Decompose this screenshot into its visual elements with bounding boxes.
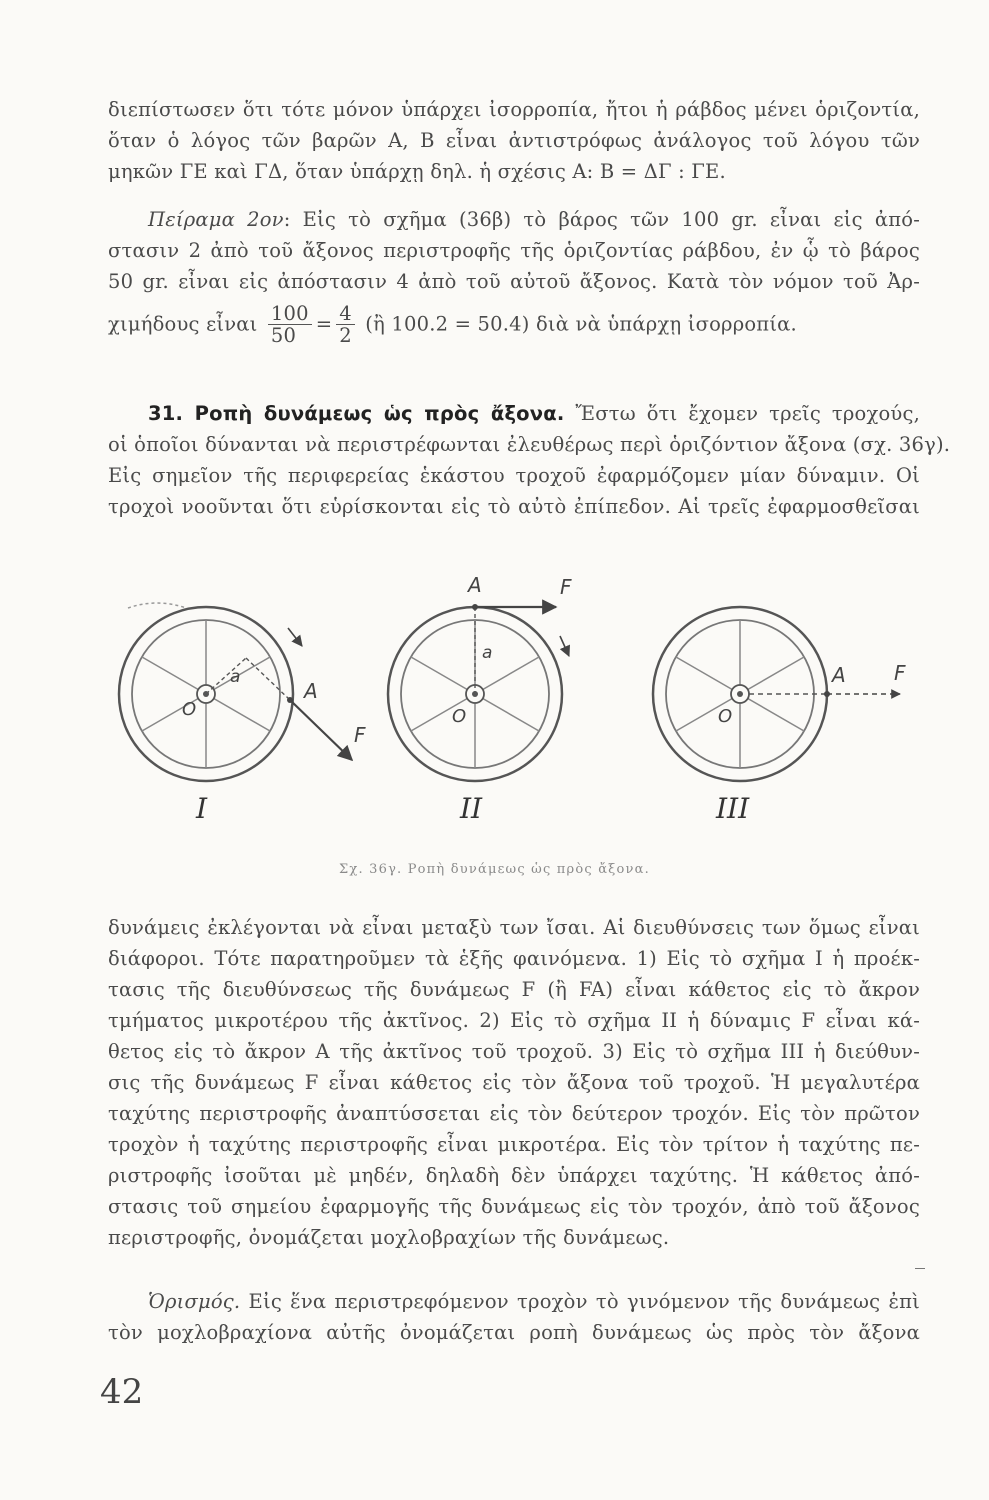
roman-numeral: III (716, 792, 750, 825)
label-F: F (560, 575, 572, 599)
label-O: O (452, 706, 467, 727)
text-fragment: Ἔστω ὅτι ἔχομεν τρεῖς τροχούς, (575, 402, 921, 425)
text-line: διάφοροι. Τότε παρατηροῦμεν τὰ ἑξῆς φαινόμενα. 1) Εἰς τὸ σχῆμα Ι ἡ προέκ- (108, 947, 920, 970)
text-line: τμήματος μικροτέρου τῆς ἀκτῖνος. 2) Εἰς τὸ σχῆμα ΙΙ ἡ δύναμις F εἶναι κά- (108, 1009, 920, 1032)
text-fragment: : Εἰς τὸ σχῆμα (36β) τὸ βάρος τῶν 100 gr. εἶναι εἰς ἀπό- (283, 208, 920, 231)
text-line: τασις τῆς διευθύνσεως τῆς δυνάμεως F (ἢ FA) εἶναι κάθετος εἰς τὸ ἄκρον (108, 978, 920, 1001)
text-line: ταχύτης περιστροφῆς ἀναπτύσσεται εἰς τὸν δεύτερον τροχόν. Εἰς τὸν πρῶτον (108, 1102, 920, 1125)
label-O: O (718, 706, 733, 727)
text-line: 50 gr. εἶναι εἰς ἀπόστασιν 4 ἀπὸ τοῦ αὐτοῦ ἄξονος. Κατὰ τὸν νόμον τοῦ Ἀρ- (108, 270, 920, 293)
label-A: A (832, 663, 846, 687)
text-line: τὸν μοχλοβραχίονα αὐτῆς ὀνομάζεται ροπὴ δυνάμεως ὡς πρὸς τὸν ἄξονα (108, 1321, 920, 1344)
definition-label: Ὁρισμός. (148, 1290, 241, 1313)
wheel-2 (388, 573, 572, 825)
section-heading: 31. Ροπὴ δυνάμεως ὡς πρὸς ἄξονα. (148, 402, 565, 425)
roman-numeral: II (460, 792, 483, 825)
text-line (108, 398, 920, 429)
label-F: F (894, 661, 906, 685)
roman-numeral: I (196, 792, 208, 825)
wheel-3 (653, 607, 906, 825)
text-fragment: (ἢ 100.2 = 50.4) διὰ νὰ ὑπάρχῃ ἰσορροπία. (365, 312, 797, 336)
definition-paragraph (108, 1286, 920, 1348)
label-a: a (482, 643, 493, 663)
experiment-label: Πείραμα 2ον (148, 208, 284, 231)
paragraph-observations (108, 912, 920, 1253)
text-line: Εἰς σημεῖον τῆς περιφερείας ἑκάστου τροχοῦ ἐφαρμόζομεν μίαν δύναμιν. Οἱ (108, 464, 920, 487)
label-O: O (182, 699, 197, 720)
figure-36g (108, 570, 920, 850)
paragraph-intro (108, 94, 920, 187)
text-line: τροχὸν ἡ ταχύτης περιστροφῆς εἶναι μικροτέρα. Εἰς τὸν τρίτον ἡ ταχύτης πε- (108, 1133, 920, 1156)
text-line: ριστροφῆς ἰσοῦται μὲ μηδέν, δηλαδὴ δὲν ὑπάρχει ταχύτης. Ἡ κάθετος ἀπό- (108, 1164, 920, 1187)
label-F: F (354, 723, 366, 747)
section-31 (108, 398, 951, 522)
text-line (108, 204, 920, 235)
text-line (108, 1286, 920, 1317)
fraction-denominator: 50 (270, 324, 297, 348)
label-A: A (468, 573, 482, 597)
fraction-denominator: 2 (339, 324, 352, 348)
fraction-numerator: 100 (268, 303, 312, 325)
fraction-numerator: 4 (336, 303, 355, 325)
equals-sign: = (315, 312, 333, 336)
text-line: ὅταν ὁ λόγος τῶν βαρῶν Α, Β εἶναι ἀντιστρόφως ἀνάλογος τοῦ λόγου τῶν (108, 129, 920, 152)
text-line: θετος εἰς τὸ ἄκρον Α τῆς ἀκτῖνος τοῦ τροχοῦ. 3) Εἰς τὸ σχῆμα ΙΙΙ ἡ διεύθυν- (108, 1040, 920, 1063)
label-a: a (230, 667, 241, 687)
margin-mark (915, 1268, 925, 1269)
text-line: τροχοὶ νοοῦνται ὅτι εὑρίσκονται εἰς τὸ αὐτὸ ἐπίπεδον. Αἱ τρεῖς ἐφαρμοσθεῖσαι (108, 495, 920, 518)
text-fragment: Εἰς ἕνα περιστρεφόμενον τροχὸν τὸ γινόμενον τῆς δυνάμεως ἐπὶ (248, 1290, 920, 1313)
text-line: σις τῆς δυνάμεως F εἶναι κάθετος εἰς τὸν ἄξονα τοῦ τροχοῦ. Ἡ μεγαλυτέρα (108, 1071, 920, 1094)
label-A: A (304, 679, 318, 703)
text-line: διεπίστωσεν ὅτι τότε μόνον ὑπάρχει ἰσορροπία, ἤτοι ἡ ράβδος μένει ὁριζοντία, (108, 98, 920, 121)
paragraph-experiment (108, 204, 920, 347)
text-line: οἱ ὁποῖοι δύνανται νὰ περιστρέφωνται ἐλευθέρως περὶ ὁριζόντιον ἄξονα (σχ. 36γ). (108, 433, 951, 456)
text-line: στασιν 2 ἀπὸ τοῦ ἄξονος περιστροφῆς τῆς ὁριζοντίας ράβδου, ἐν ᾧ τὸ βάρος (108, 239, 920, 262)
fraction (268, 303, 312, 347)
text-line: μηκῶν ΓΕ καὶ ΓΔ, ὅταν ὑπάρχῃ δηλ. ἡ σχέσις Α: Β = ΔΓ : ΓΕ. (108, 160, 726, 183)
wheel-1 (119, 603, 366, 825)
text-line: περιστροφῆς, ὀνομάζεται μοχλοβραχίων τῆς δυνάμεως. (108, 1226, 670, 1249)
text-line: στασις τοῦ σημείου ἐφαρμογῆς τῆς δυνάμεως εἰς τὸν τροχόν, ἀπὸ τοῦ ἄξονος (108, 1195, 920, 1218)
fraction (336, 303, 355, 347)
page-number: 42 (100, 1372, 144, 1412)
text-line: δυνάμεις ἐκλέγονται νὰ εἶναι μεταξὺ των ἴσαι. Αἱ διευθύνσεις των ὅμως εἶναι (108, 916, 920, 939)
figure-caption: Σχ. 36γ. Ροπὴ δυνάμεως ὡς πρὸς ἄξονα. (339, 862, 650, 877)
text-fragment: χιμήδους εἶναι (108, 312, 258, 336)
equation-line (108, 303, 920, 347)
